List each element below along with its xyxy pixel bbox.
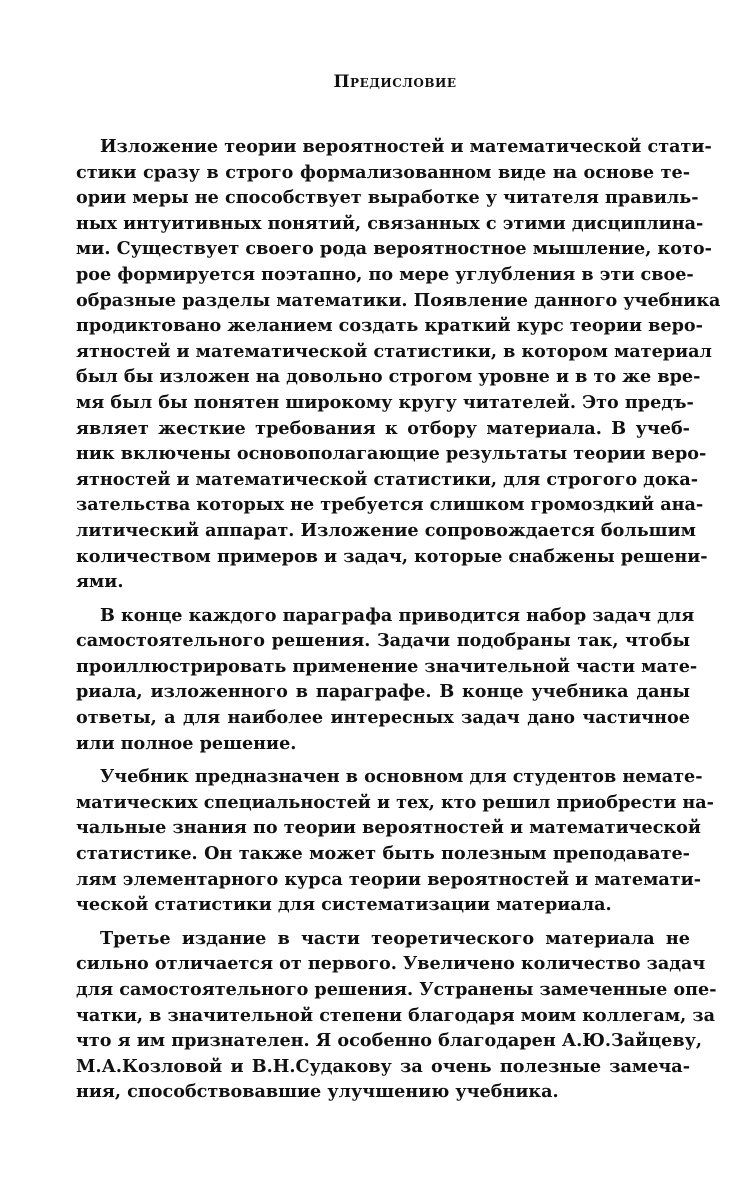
text-line: ории меры не способствует выработке у читателя правиль- — [76, 187, 699, 209]
text-line: ческой статистики для систематизации материала. — [76, 894, 612, 916]
text-line: самостоятельного решения. Задачи подобраны так, чтобы — [76, 630, 690, 652]
text-line: что я им признателен. Я особенно благодарен А.Ю.Зайцеву, — [76, 1030, 702, 1052]
text-line: ных интуитивных понятий, связанных с этими дисциплина- — [76, 212, 704, 234]
text-line: статистике. Он также может быть полезным преподавате- — [76, 843, 690, 865]
text-line: матических специальностей и тех, кто решил приобрести на- — [76, 791, 714, 813]
text-line: рое формируется поэтапно, по мере углубления в эти свое- — [76, 263, 694, 285]
text-line: проиллюстрировать применение значительной части мате- — [76, 655, 698, 677]
text-line: ми. Существует своего рода вероятностное мышление, кото- — [76, 238, 712, 260]
text-line: литический аппарат. Изложение сопровождается большим — [76, 519, 696, 541]
page-title: Предисловие — [333, 72, 457, 92]
paragraph — [76, 603, 698, 757]
text-line: М.А.Козловой и В.Н.Судакову за очень полезные замеча- — [76, 1055, 690, 1077]
text-line: чальные знания по теории вероятностей и математической — [76, 817, 701, 839]
text-line: Третье издание в части теоретического материала не — [100, 927, 690, 949]
text-line: продиктовано желанием создать краткий курс теории веро- — [76, 315, 703, 337]
text-line: образные разделы математики. Появление данного учебника — [76, 289, 721, 311]
text-line: стики сразу в строго формализованном виде на основе те- — [76, 161, 690, 183]
text-line: являет жесткие требования к отбору материала. В учеб- — [76, 417, 690, 439]
text-line: Изложение теории вероятностей и математической стати- — [100, 136, 712, 157]
text-line: ятностей и математической статистики, для строгого дока- — [76, 468, 699, 490]
text-line: или полное решение. — [76, 732, 297, 754]
text-line: В конце каждого параграфа приводится набор задач для — [100, 604, 695, 626]
text-line: сильно отличается от первого. Увеличено количество задач — [76, 953, 706, 975]
text-line: зательства которых не требуется слишком громоздкий ана- — [76, 494, 704, 516]
text-line: количеством примеров и задач, которые снабжены решени- — [76, 545, 708, 567]
body-text — [76, 134, 721, 1105]
text-line: лям элементарного курса теории вероятностей и математи- — [76, 868, 702, 890]
text-line: ями. — [76, 571, 124, 593]
text-line: ник включены основополагающие результаты теории веро- — [76, 443, 707, 465]
text-line: Учебник предназначен в основном для студентов немате- — [100, 766, 703, 788]
text-line: для самостоятельного решения. Устранены замеченные опе- — [76, 979, 717, 1000]
document-page — [76, 72, 721, 1113]
paragraph — [76, 926, 717, 1105]
paragraph — [76, 764, 714, 918]
text-line: ятностей и математической статистики, в котором материал — [76, 340, 712, 362]
text-line: риала, изложенного в параграфе. В конце учебника даны — [76, 681, 690, 703]
paragraph — [76, 134, 721, 595]
text-line: мя был бы понятен широкому кругу читателей. Это предъ- — [76, 391, 694, 413]
text-line: был бы изложен на довольно строгом уровне и в то же вре- — [76, 366, 701, 388]
text-line: ния, способствовавшие улучшению учебника. — [76, 1081, 559, 1103]
text-line: ответы, а для наиболее интересных задач дано частичное — [76, 707, 690, 729]
text-line: чатки, в значительной степени благодаря моим коллегам, за — [76, 1004, 715, 1026]
